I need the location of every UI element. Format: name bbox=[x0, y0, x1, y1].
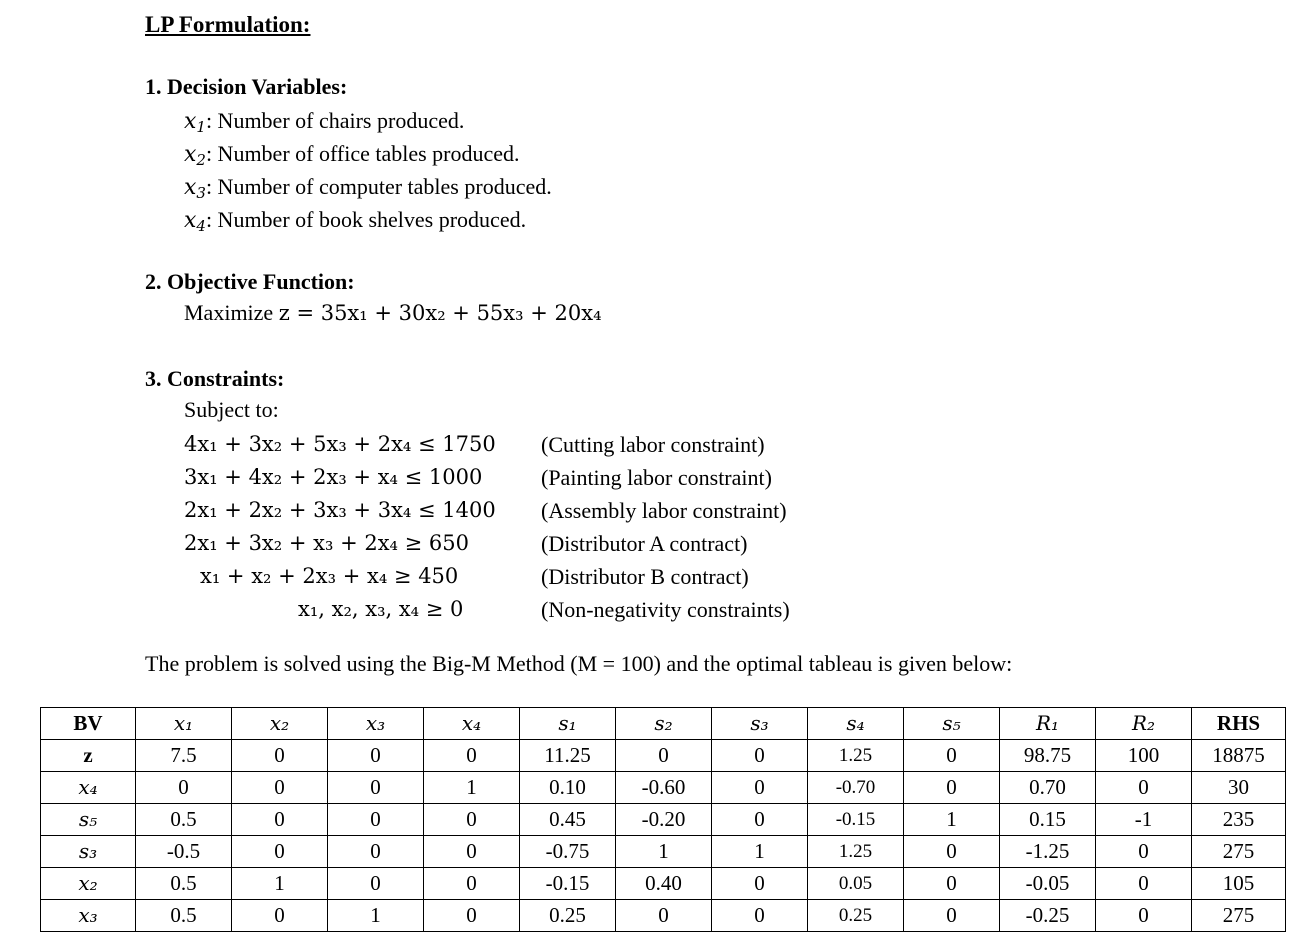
table-cell: 0.5 bbox=[136, 868, 232, 900]
table-cell: 1 bbox=[712, 836, 808, 868]
table-cell: 0 bbox=[616, 900, 712, 932]
table-cell: 0 bbox=[328, 772, 424, 804]
table-cell: 0 bbox=[424, 900, 520, 932]
table-cell: 0 bbox=[232, 772, 328, 804]
table-cell: 1.25 bbox=[808, 740, 904, 772]
header-cell: x₂ bbox=[232, 708, 328, 740]
table-row bbox=[41, 740, 1286, 772]
table-cell: 11.25 bbox=[520, 740, 616, 772]
table-cell: 0 bbox=[904, 836, 1000, 868]
page-title: LP Formulation: bbox=[145, 12, 311, 37]
table-row bbox=[41, 772, 1286, 804]
decision-list bbox=[184, 104, 552, 236]
table-cell: 0 bbox=[232, 836, 328, 868]
table-cell: -0.25 bbox=[1000, 900, 1096, 932]
table-row bbox=[41, 836, 1286, 868]
constraint-lhs: 2x₁ + 3x₂ + x₃ + 2x₄ ≥ 650 bbox=[184, 531, 469, 555]
table-cell: -0.75 bbox=[520, 836, 616, 868]
subject-to: Subject to: bbox=[184, 397, 279, 422]
header-cell: s₅ bbox=[904, 708, 1000, 740]
basic-variable-cell: x₃ bbox=[41, 900, 136, 932]
table-cell: 0.70 bbox=[1000, 772, 1096, 804]
basic-variable-cell: s₃ bbox=[41, 836, 136, 868]
table-cell: -0.20 bbox=[616, 804, 712, 836]
table-cell: 0 bbox=[904, 772, 1000, 804]
constraint-note: (Distributor B contract) bbox=[541, 564, 749, 589]
table-cell: 30 bbox=[1192, 772, 1286, 804]
table-cell: 0 bbox=[712, 900, 808, 932]
constraint-note: (Assembly labor constraint) bbox=[541, 498, 787, 523]
table-cell: 0.45 bbox=[520, 804, 616, 836]
table-cell: 0 bbox=[1096, 900, 1192, 932]
table-cell: 235 bbox=[1192, 804, 1286, 836]
basic-variable-cell: x₂ bbox=[41, 868, 136, 900]
table-cell: 0.15 bbox=[1000, 804, 1096, 836]
table-cell: 0 bbox=[424, 868, 520, 900]
header-cell: s₄ bbox=[808, 708, 904, 740]
table-cell: 0.05 bbox=[808, 868, 904, 900]
table-cell: 0 bbox=[136, 772, 232, 804]
objective-function: Maximize z = 35x₁ + 30x₂ + 55x₃ + 20x₄ bbox=[184, 300, 602, 325]
table-cell: -0.60 bbox=[616, 772, 712, 804]
table-cell: 7.5 bbox=[136, 740, 232, 772]
table-cell: 0.5 bbox=[136, 900, 232, 932]
table-cell: 0 bbox=[1096, 868, 1192, 900]
table-cell: -0.5 bbox=[136, 836, 232, 868]
table-cell: 0 bbox=[1096, 836, 1192, 868]
header-cell: x₁ bbox=[136, 708, 232, 740]
basic-variable-cell: z bbox=[41, 740, 136, 772]
tableau-header-row bbox=[41, 708, 1286, 740]
table-cell: 100 bbox=[1096, 740, 1192, 772]
table-cell: 275 bbox=[1192, 836, 1286, 868]
table-cell: 0 bbox=[616, 740, 712, 772]
header-cell: s₂ bbox=[616, 708, 712, 740]
table-cell: 0.5 bbox=[136, 804, 232, 836]
header-cell: s₃ bbox=[712, 708, 808, 740]
header-cell: x₄ bbox=[424, 708, 520, 740]
table-cell: 0 bbox=[904, 900, 1000, 932]
decision-item: $x_2$: Number of office tables produced. bbox=[184, 141, 520, 170]
header-cell: BV bbox=[41, 708, 136, 740]
constraint-notes bbox=[541, 428, 790, 626]
table-cell: 1 bbox=[904, 804, 1000, 836]
table-cell: 0 bbox=[328, 804, 424, 836]
tableau-body bbox=[41, 740, 1286, 932]
table-cell: 0 bbox=[328, 740, 424, 772]
header-cell: x₃ bbox=[328, 708, 424, 740]
constraint-lhs: x₁, x₂, x₃, x₄ ≥ 0 bbox=[298, 597, 464, 621]
table-cell: -1 bbox=[1096, 804, 1192, 836]
header-cell: RHS bbox=[1192, 708, 1286, 740]
constraints-heading: 3. Constraints: bbox=[145, 366, 285, 391]
table-cell: 0 bbox=[712, 804, 808, 836]
table-cell: 0 bbox=[712, 772, 808, 804]
decision-heading: 1. Decision Variables: bbox=[145, 74, 348, 99]
table-cell: 0.40 bbox=[616, 868, 712, 900]
table-cell: 0 bbox=[232, 900, 328, 932]
table-row bbox=[41, 804, 1286, 836]
table-cell: 0 bbox=[712, 740, 808, 772]
table-cell: 0 bbox=[1096, 772, 1192, 804]
table-cell: 1 bbox=[424, 772, 520, 804]
table-cell: 0 bbox=[328, 868, 424, 900]
table-cell: 0 bbox=[232, 804, 328, 836]
table-cell: 0 bbox=[328, 836, 424, 868]
decision-item: $x_1$: Number of chairs produced. bbox=[184, 108, 465, 137]
header-cell: R₂ bbox=[1096, 708, 1192, 740]
table-cell: 275 bbox=[1192, 900, 1286, 932]
constraint-lhs: 3x₁ + 4x₂ + 2x₃ + x₄ ≤ 1000 bbox=[184, 465, 483, 489]
header-cell: s₁ bbox=[520, 708, 616, 740]
table-cell: 98.75 bbox=[1000, 740, 1096, 772]
intro-text: The problem is solved using the Big-M Method (M = 100) and the optimal tableau is given below: bbox=[145, 651, 1013, 676]
decision-item: $x_3$: Number of computer tables produced. bbox=[184, 174, 552, 203]
header-cell: R₁ bbox=[1000, 708, 1096, 740]
constraint-note: (Distributor A contract) bbox=[541, 531, 748, 556]
basic-variable-cell: s₅ bbox=[41, 804, 136, 836]
table-row bbox=[41, 900, 1286, 932]
table-cell: 1 bbox=[232, 868, 328, 900]
table-cell: 1.25 bbox=[808, 836, 904, 868]
constraint-note: (Painting labor constraint) bbox=[541, 465, 772, 490]
decision-item: $x_4$: Number of book shelves produced. bbox=[184, 207, 527, 236]
objective-heading: 2. Objective Function: bbox=[145, 269, 355, 294]
table-row bbox=[41, 868, 1286, 900]
table-cell: 0 bbox=[232, 740, 328, 772]
table-cell: 0.25 bbox=[808, 900, 904, 932]
constraint-lhs-list bbox=[184, 428, 514, 626]
table-cell: 105 bbox=[1192, 868, 1286, 900]
table-cell: 0 bbox=[712, 868, 808, 900]
table-cell: 0 bbox=[424, 740, 520, 772]
table-cell: -0.05 bbox=[1000, 868, 1096, 900]
constraint-lhs: 4x₁ + 3x₂ + 5x₃ + 2x₄ ≤ 1750 bbox=[184, 432, 496, 456]
constraint-lhs: x₁ + x₂ + 2x₃ + x₄ ≥ 450 bbox=[200, 564, 459, 588]
table-cell: 0 bbox=[424, 836, 520, 868]
table-cell: 0.10 bbox=[520, 772, 616, 804]
table-cell: 0 bbox=[904, 740, 1000, 772]
table-cell: -0.15 bbox=[808, 804, 904, 836]
table-cell: -0.70 bbox=[808, 772, 904, 804]
table-cell: 1 bbox=[328, 900, 424, 932]
table-cell: 0 bbox=[424, 804, 520, 836]
constraint-note: (Cutting labor constraint) bbox=[541, 432, 765, 457]
table-cell: 0.25 bbox=[520, 900, 616, 932]
table-cell: -1.25 bbox=[1000, 836, 1096, 868]
table-cell: -0.15 bbox=[520, 868, 616, 900]
basic-variable-cell: x₄ bbox=[41, 772, 136, 804]
constraint-note: (Non-negativity constraints) bbox=[541, 597, 790, 622]
table-cell: 18875 bbox=[1192, 740, 1286, 772]
optimal-tableau bbox=[40, 707, 1286, 932]
table-cell: 1 bbox=[616, 836, 712, 868]
table-cell: 0 bbox=[904, 868, 1000, 900]
constraint-lhs: 2x₁ + 2x₂ + 3x₃ + 3x₄ ≤ 1400 bbox=[184, 498, 496, 522]
